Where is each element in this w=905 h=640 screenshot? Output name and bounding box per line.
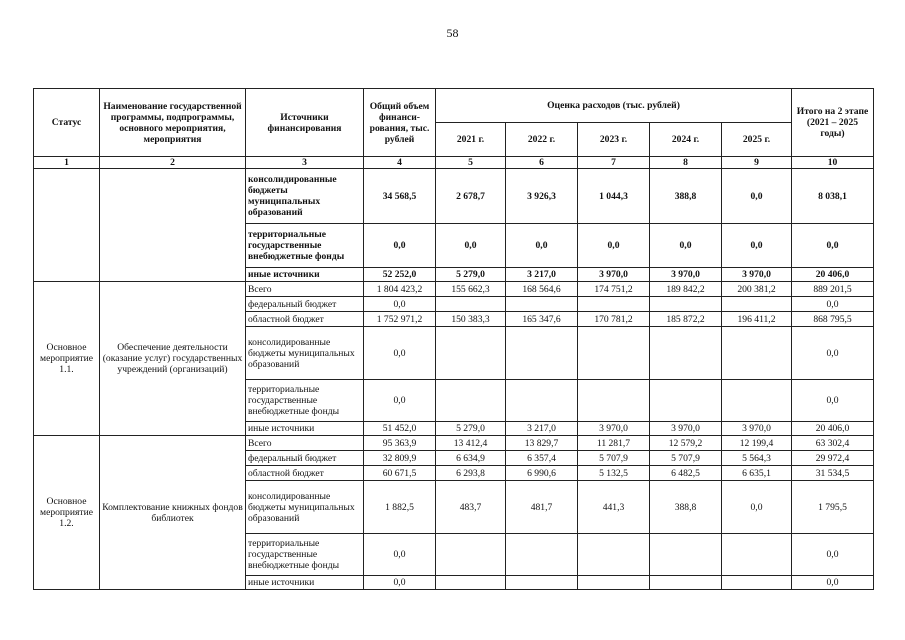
column-index: 4 xyxy=(364,157,436,169)
column-index: 10 xyxy=(792,157,874,169)
value-cell: 6 357,4 xyxy=(506,451,578,466)
source-cell: Всего xyxy=(246,282,364,297)
header-year-2025: 2025 г. xyxy=(722,123,792,157)
value-cell xyxy=(650,534,722,576)
value-cell: 441,3 xyxy=(578,481,650,534)
value-cell: 3 926,3 xyxy=(506,169,578,224)
header-status: Статус xyxy=(34,89,100,157)
value-cell xyxy=(578,297,650,312)
source-cell: Всего xyxy=(246,436,364,451)
value-cell: 0,0 xyxy=(364,534,436,576)
value-cell: 5 564,3 xyxy=(722,451,792,466)
header-total: Общий объем финанси-рования, тыс. рублей xyxy=(364,89,436,157)
column-index: 7 xyxy=(578,157,650,169)
value-cell: 31 534,5 xyxy=(792,466,874,481)
value-cell: 32 809,9 xyxy=(364,451,436,466)
value-cell: 1 752 971,2 xyxy=(364,312,436,327)
value-cell: 1 882,5 xyxy=(364,481,436,534)
value-cell: 165 347,6 xyxy=(506,312,578,327)
header-year-2021: 2021 г. xyxy=(436,123,506,157)
column-index: 6 xyxy=(506,157,578,169)
value-cell: 3 970,0 xyxy=(578,268,650,282)
column-index: 5 xyxy=(436,157,506,169)
value-cell: 196 411,2 xyxy=(722,312,792,327)
value-cell: 388,8 xyxy=(650,481,722,534)
value-cell: 20 406,0 xyxy=(792,268,874,282)
column-index-row xyxy=(34,157,874,169)
value-cell xyxy=(436,327,506,380)
value-cell: 3 217,0 xyxy=(506,268,578,282)
value-cell: 6 635,1 xyxy=(722,466,792,481)
value-cell: 481,7 xyxy=(506,481,578,534)
value-cell: 3 970,0 xyxy=(578,422,650,436)
value-cell: 2 678,7 xyxy=(436,169,506,224)
value-cell: 6 482,5 xyxy=(650,466,722,481)
value-cell: 95 363,9 xyxy=(364,436,436,451)
value-cell: 0,0 xyxy=(722,224,792,268)
column-index: 3 xyxy=(246,157,364,169)
value-cell: 155 662,3 xyxy=(436,282,506,297)
value-cell xyxy=(578,534,650,576)
header-year-2023: 2023 г. xyxy=(578,123,650,157)
value-cell: 0,0 xyxy=(792,380,874,422)
value-cell: 0,0 xyxy=(364,297,436,312)
value-cell: 1 804 423,2 xyxy=(364,282,436,297)
source-cell: федеральный бюджет xyxy=(246,297,364,312)
value-cell: 20 406,0 xyxy=(792,422,874,436)
table-row xyxy=(34,436,874,451)
activity-name-cell: Комплектование книжных фондов библиотек xyxy=(100,436,246,590)
value-cell: 0,0 xyxy=(364,327,436,380)
status-cell: Основное мероприятие 1.2. xyxy=(34,436,100,590)
value-cell: 889 201,5 xyxy=(792,282,874,297)
value-cell: 6 293,8 xyxy=(436,466,506,481)
column-index: 8 xyxy=(650,157,722,169)
value-cell: 868 795,5 xyxy=(792,312,874,327)
value-cell: 12 199,4 xyxy=(722,436,792,451)
value-cell: 3 970,0 xyxy=(650,422,722,436)
value-cell: 63 302,4 xyxy=(792,436,874,451)
value-cell: 6 634,9 xyxy=(436,451,506,466)
budget-table xyxy=(33,88,874,590)
status-cell: Основное мероприятие 1.1. xyxy=(34,282,100,436)
value-cell xyxy=(650,297,722,312)
value-cell xyxy=(436,534,506,576)
value-cell xyxy=(578,380,650,422)
value-cell: 13 829,7 xyxy=(506,436,578,451)
activity-name-cell: Обеспечение деятельности (оказание услуг) государственных учреждений (организаций) xyxy=(100,282,246,436)
value-cell xyxy=(650,380,722,422)
value-cell: 5 707,9 xyxy=(578,451,650,466)
value-cell xyxy=(436,576,506,590)
activity-name-cell xyxy=(100,169,246,282)
status-cell xyxy=(34,169,100,282)
value-cell xyxy=(506,576,578,590)
value-cell: 13 412,4 xyxy=(436,436,506,451)
value-cell: 0,0 xyxy=(364,576,436,590)
value-cell: 0,0 xyxy=(650,224,722,268)
value-cell: 0,0 xyxy=(792,534,874,576)
source-cell: иные источники xyxy=(246,422,364,436)
value-cell: 0,0 xyxy=(722,169,792,224)
value-cell: 174 751,2 xyxy=(578,282,650,297)
value-cell: 5 279,0 xyxy=(436,268,506,282)
value-cell: 5 279,0 xyxy=(436,422,506,436)
value-cell xyxy=(436,380,506,422)
source-cell: консолидированные бюджеты муниципальных образований xyxy=(246,169,364,224)
value-cell: 185 872,2 xyxy=(650,312,722,327)
value-cell: 3 970,0 xyxy=(722,422,792,436)
value-cell: 6 990,6 xyxy=(506,466,578,481)
value-cell xyxy=(722,534,792,576)
value-cell: 34 568,5 xyxy=(364,169,436,224)
value-cell: 29 972,4 xyxy=(792,451,874,466)
value-cell: 8 038,1 xyxy=(792,169,874,224)
value-cell: 0,0 xyxy=(364,224,436,268)
table-row xyxy=(34,169,874,224)
value-cell xyxy=(506,297,578,312)
source-cell: областной бюджет xyxy=(246,312,364,327)
source-cell: территориальные государственные внебюджетные фонды xyxy=(246,380,364,422)
value-cell xyxy=(436,297,506,312)
value-cell: 483,7 xyxy=(436,481,506,534)
value-cell xyxy=(650,576,722,590)
value-cell: 0,0 xyxy=(578,224,650,268)
value-cell: 0,0 xyxy=(364,380,436,422)
column-index: 2 xyxy=(100,157,246,169)
value-cell: 0,0 xyxy=(436,224,506,268)
source-cell: территориальные государственные внебюджетные фонды xyxy=(246,534,364,576)
value-cell: 170 781,2 xyxy=(578,312,650,327)
value-cell: 3 217,0 xyxy=(506,422,578,436)
value-cell: 0,0 xyxy=(792,576,874,590)
header-sources: Источники финансирования xyxy=(246,89,364,157)
value-cell: 150 383,3 xyxy=(436,312,506,327)
column-index: 9 xyxy=(722,157,792,169)
value-cell xyxy=(506,380,578,422)
value-cell: 60 671,5 xyxy=(364,466,436,481)
header-name: Наименование государственной программы, подпрограммы, основного мероприятия, мероприятия xyxy=(100,89,246,157)
value-cell xyxy=(506,327,578,380)
value-cell: 5 132,5 xyxy=(578,466,650,481)
value-cell: 0,0 xyxy=(506,224,578,268)
value-cell: 52 252,0 xyxy=(364,268,436,282)
value-cell: 0,0 xyxy=(792,297,874,312)
value-cell: 11 281,7 xyxy=(578,436,650,451)
value-cell xyxy=(722,380,792,422)
value-cell: 1 795,5 xyxy=(792,481,874,534)
value-cell: 0,0 xyxy=(722,481,792,534)
value-cell: 388,8 xyxy=(650,169,722,224)
value-cell: 3 970,0 xyxy=(722,268,792,282)
value-cell xyxy=(722,576,792,590)
page-number: 58 xyxy=(446,26,459,40)
value-cell: 189 842,2 xyxy=(650,282,722,297)
value-cell xyxy=(578,576,650,590)
column-index: 1 xyxy=(34,157,100,169)
table-row xyxy=(34,282,874,297)
source-cell: территориальные государственные внебюджетные фонды xyxy=(246,224,364,268)
header-estimate: Оценка расходов (тыс. рублей) xyxy=(436,89,792,123)
value-cell: 3 970,0 xyxy=(650,268,722,282)
value-cell: 12 579,2 xyxy=(650,436,722,451)
value-cell: 0,0 xyxy=(792,224,874,268)
value-cell: 200 381,2 xyxy=(722,282,792,297)
header-year-2022: 2022 г. xyxy=(506,123,578,157)
value-cell: 168 564,6 xyxy=(506,282,578,297)
header-year-2024: 2024 г. xyxy=(650,123,722,157)
value-cell: 0,0 xyxy=(792,327,874,380)
header-stage-total: Итого на 2 этапе (2021 – 2025 годы) xyxy=(792,89,874,157)
source-cell: иные источники xyxy=(246,268,364,282)
source-cell: федеральный бюджет xyxy=(246,451,364,466)
value-cell xyxy=(506,534,578,576)
value-cell: 1 044,3 xyxy=(578,169,650,224)
value-cell: 5 707,9 xyxy=(650,451,722,466)
source-cell: иные источники xyxy=(246,576,364,590)
value-cell xyxy=(722,297,792,312)
source-cell: консолидированные бюджеты муниципальных образований xyxy=(246,481,364,534)
source-cell: областной бюджет xyxy=(246,466,364,481)
value-cell xyxy=(722,327,792,380)
value-cell xyxy=(650,327,722,380)
value-cell xyxy=(578,327,650,380)
value-cell: 51 452,0 xyxy=(364,422,436,436)
source-cell: консолидированные бюджеты муниципальных образований xyxy=(246,327,364,380)
